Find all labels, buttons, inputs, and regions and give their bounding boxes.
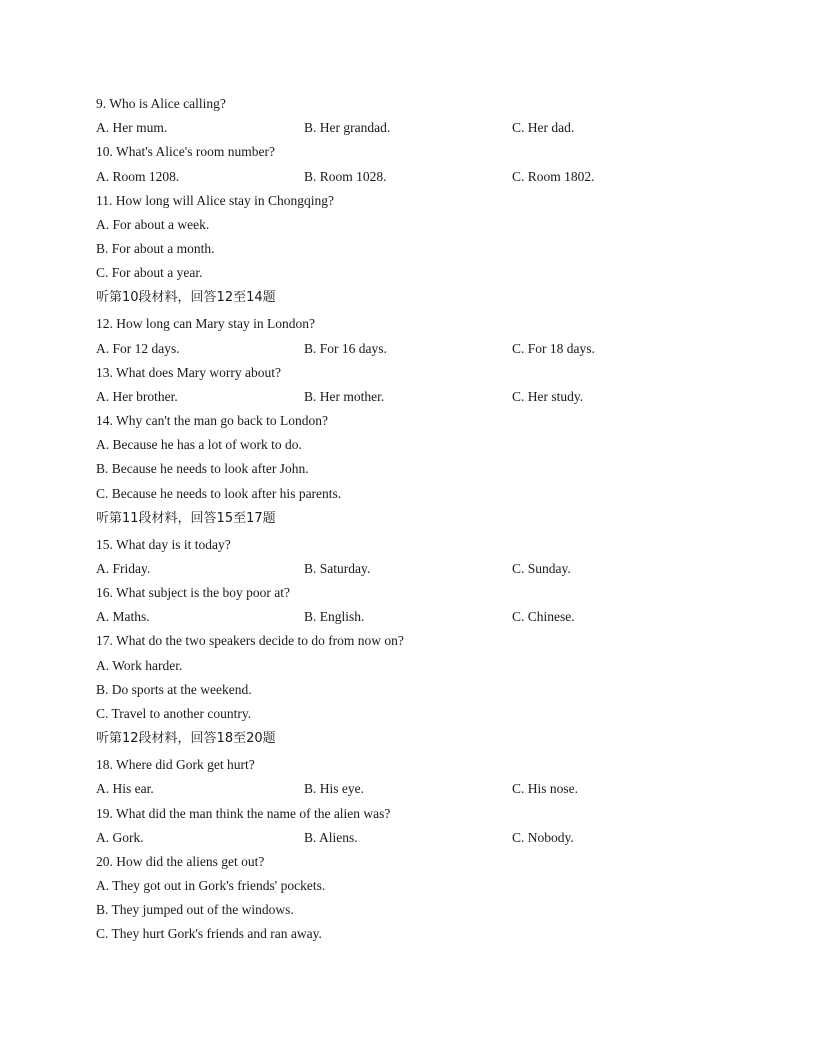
option-12a: A. For 12 days.	[96, 341, 180, 356]
question-10: 10. What's Alice's room number?	[96, 144, 275, 159]
option-18b: B. His eye.	[304, 781, 364, 796]
option-14b: B. Because he needs to look after John.	[96, 461, 309, 476]
option-18c: C. His nose.	[512, 781, 579, 796]
option-16a: A. Maths.	[96, 609, 150, 624]
option-11c: C. For about a year.	[96, 265, 203, 280]
section-heading-12: 听第12段材料，回答18至20题	[96, 731, 276, 746]
option-11a: A. For about a week.	[96, 217, 210, 232]
option-15b: B. Saturday.	[304, 561, 371, 576]
option-19c: C. Nobody.	[512, 830, 574, 845]
option-16b: B. English.	[304, 609, 365, 624]
question-17: 17. What do the two speakers decide to do from now on?	[96, 633, 404, 648]
question-12: 12. How long can Mary stay in London?	[96, 316, 315, 331]
option-14c: C. Because he needs to look after his parents.	[96, 486, 342, 501]
option-19b: B. Aliens.	[304, 830, 358, 845]
question-14: 14. Why can't the man go back to London?	[96, 413, 328, 428]
option-12c: C. For 18 days.	[512, 341, 595, 356]
option-20c: C. They hurt Gork's friends and ran away.	[96, 926, 322, 941]
question-11: 11. How long will Alice stay in Chongqing?	[96, 193, 334, 208]
question-18: 18. Where did Gork get hurt?	[96, 757, 255, 772]
option-20a: A. They got out in Gork's friends' pockets.	[96, 878, 326, 893]
section-heading-10: 听第10段材料，回答12至14题	[96, 290, 276, 305]
question-20: 20. How did the aliens get out?	[96, 854, 265, 869]
question-15: 15. What day is it today?	[96, 537, 231, 552]
question-19: 19. What did the man think the name of the alien was?	[96, 806, 391, 821]
option-10c: C. Room 1802.	[512, 169, 595, 184]
option-13b: B. Her mother.	[304, 389, 385, 404]
option-13c: C. Her study.	[512, 389, 584, 404]
option-17b: B. Do sports at the weekend.	[96, 682, 252, 697]
section-heading-11: 听第11段材料，回答15至17题	[96, 511, 276, 526]
option-9c: C. Her dad.	[512, 120, 575, 135]
option-16c: C. Chinese.	[512, 609, 575, 624]
option-11b: B. For about a month.	[96, 241, 215, 256]
option-18a: A. His ear.	[96, 781, 154, 796]
option-10b: B. Room 1028.	[304, 169, 387, 184]
option-17a: A. Work harder.	[96, 658, 183, 673]
option-15c: C. Sunday.	[512, 561, 571, 576]
option-9a: A. Her mum.	[96, 120, 168, 135]
option-14a: A. Because he has a lot of work to do.	[96, 437, 302, 452]
option-17c: C. Travel to another country.	[96, 706, 252, 721]
option-12b: B. For 16 days.	[304, 341, 387, 356]
option-13a: A. Her brother.	[96, 389, 178, 404]
option-9b: B. Her grandad.	[304, 120, 391, 135]
option-19a: A. Gork.	[96, 830, 144, 845]
option-15a: A. Friday.	[96, 561, 151, 576]
question-16: 16. What subject is the boy poor at?	[96, 585, 290, 600]
question-9: 9. Who is Alice calling?	[96, 96, 226, 111]
option-10a: A. Room 1208.	[96, 169, 180, 184]
question-13: 13. What does Mary worry about?	[96, 365, 281, 380]
option-20b: B. They jumped out of the windows.	[96, 902, 294, 917]
